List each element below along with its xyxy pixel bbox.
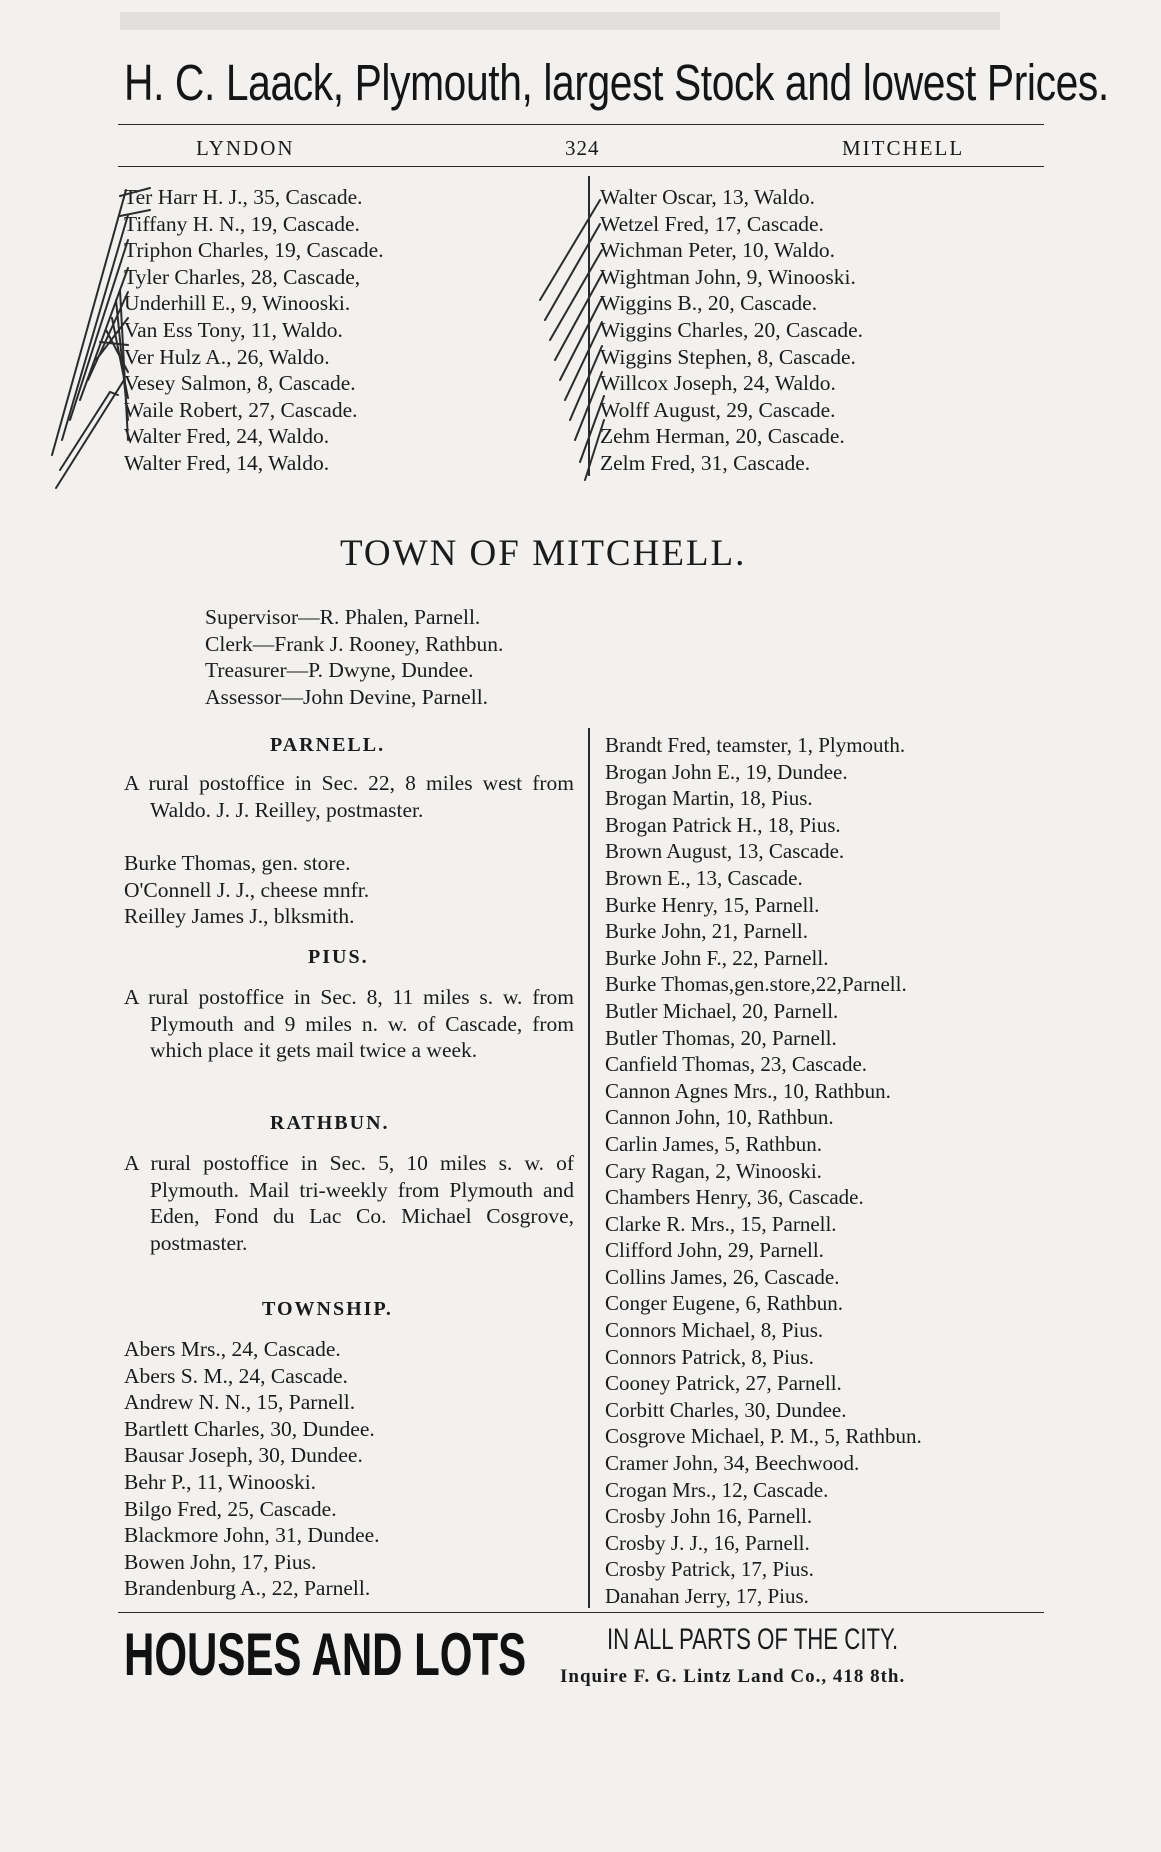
list-item: Bilgo Fred, 25, Cascade. — [124, 1496, 337, 1521]
list-item: Connors Patrick, 8, Pius. — [605, 1344, 814, 1369]
list-item: Connors Michael, 8, Pius. — [605, 1318, 824, 1343]
list-item: Cary Ragan, 2, Winooski. — [605, 1158, 822, 1183]
town-officers — [205, 604, 503, 710]
list-item: Canfield Thomas, 23, Cascade. — [605, 1052, 868, 1077]
list-item: Wetzel Fred, 17, Cascade. — [600, 211, 824, 236]
bottom-rule — [118, 1612, 1044, 1613]
pius-heading: PIUS. — [308, 946, 369, 968]
rathbun-description — [124, 1150, 574, 1256]
list-item: Walter Oscar, 13, Waldo. — [600, 185, 815, 209]
list-item: Cramer John, 34, Beechwood. — [605, 1451, 860, 1476]
list-item: Burke John F., 22, Parnell. — [605, 945, 829, 970]
list-item: Ter Harr H. J., 35, Cascade. — [124, 185, 363, 209]
bottom-advertisement-headline: HOUSES AND LOTS — [124, 1621, 527, 1688]
rathbun-text: A rural postoffice in Sec. 5, 10 miles s. w. of Plymouth. Mail tri-weekly from Plymouth and Eden, Fond du Lac Co. Michael Cosgrove, postmaster. — [124, 1151, 574, 1255]
list-item: Underhill E., 9, Winooski. — [124, 291, 351, 316]
top-column-divider — [588, 176, 590, 476]
list-item: Reilley James J., blksmith. — [124, 904, 355, 929]
list-item: Butler Michael, 20, Parnell. — [605, 998, 839, 1023]
list-item: Burke Thomas,gen.store,22,Parnell. — [605, 972, 907, 997]
lyndon-left-list — [124, 184, 384, 477]
top-advertisement: H. C. Laack, Plymouth, largest Stock and lowest Prices. — [124, 54, 1109, 111]
list-item: Wiggins Charles, 20, Cascade. — [600, 317, 864, 342]
list-item: Walter Fred, 24, Waldo. — [124, 424, 330, 449]
bottom-column-divider — [588, 728, 590, 1608]
list-item: Zelm Fred, 31, Cascade. — [600, 450, 811, 475]
bottom-advertisement-inquiry: Inquire F. G. Lintz Land Co., 418 8th. — [560, 1666, 906, 1687]
list-item: Bausar Joseph, 30, Dundee. — [124, 1443, 363, 1468]
bleed-through-decoration — [120, 6, 1040, 36]
parnell-description — [124, 770, 574, 823]
list-item: Wightman John, 9, Winooski. — [600, 264, 856, 289]
town-title: TOWN OF MITCHELL. — [340, 533, 747, 574]
list-item: Van Ess Tony, 11, Waldo. — [124, 317, 343, 342]
list-item: Waile Robert, 27, Cascade. — [124, 397, 358, 422]
list-item: Andrew N. N., 15, Parnell. — [124, 1390, 356, 1415]
header-right: MITCHELL — [842, 136, 965, 160]
parnell-text: A rural postoffice in Sec. 22, 8 miles west from Waldo. J. J. Reilley, postmaster. — [124, 771, 574, 822]
parnell-entries — [124, 850, 369, 930]
list-item: Wichman Peter, 10, Waldo. — [600, 238, 835, 263]
list-item: Bowen John, 17, Pius. — [124, 1549, 317, 1574]
pius-text: A rural postoffice in Sec. 8, 11 miles s. w. from Plymouth and 9 miles n. w. of Cascade, from which place it gets mail twice a week. — [124, 985, 574, 1063]
list-item: Crosby Patrick, 17, Pius. — [605, 1557, 814, 1582]
mitchell-right-list — [605, 732, 922, 1610]
list-item: Corbitt Charles, 30, Dundee. — [605, 1397, 847, 1422]
list-item: Clifford John, 29, Parnell. — [605, 1238, 824, 1263]
list-item: Abers S. M., 24, Cascade. — [124, 1363, 348, 1388]
list-item: Brogan Patrick H., 18, Pius. — [605, 812, 841, 837]
list-item: Cosgrove Michael, P. M., 5, Rathbun. — [605, 1424, 922, 1449]
officer-supervisor: Supervisor—R. Phalen, Parnell. — [205, 605, 481, 629]
list-item: Bartlett Charles, 30, Dundee. — [124, 1416, 375, 1441]
list-item: Burke Thomas, gen. store. — [124, 851, 351, 875]
list-item: Tyler Charles, 28, Cascade, — [124, 264, 361, 289]
list-item: Willcox Joseph, 24, Waldo. — [600, 371, 836, 396]
header-left: LYNDON — [196, 136, 295, 160]
list-item: Wolff August, 29, Cascade. — [600, 397, 836, 422]
list-item: Brandt Fred, teamster, 1, Plymouth. — [605, 733, 906, 757]
list-item: Clarke R. Mrs., 15, Parnell. — [605, 1211, 837, 1236]
list-item: Brown August, 13, Cascade. — [605, 839, 845, 864]
list-item: Abers Mrs., 24, Cascade. — [124, 1337, 341, 1361]
bleed-through-svg — [120, 6, 1040, 36]
list-item: Crosby J. J., 16, Parnell. — [605, 1530, 810, 1555]
top-rule — [118, 124, 1044, 125]
list-item: Brogan Martin, 18, Pius. — [605, 786, 813, 811]
list-item: Butler Thomas, 20, Parnell. — [605, 1025, 837, 1050]
township-heading: TOWNSHIP. — [262, 1298, 393, 1320]
officer-treasurer: Treasurer—P. Dwyne, Dundee. — [205, 658, 474, 683]
township-entries — [124, 1336, 380, 1602]
list-item: Crosby John 16, Parnell. — [605, 1504, 813, 1529]
list-item: Brogan John E., 19, Dundee. — [605, 759, 848, 784]
list-item: Burke John, 21, Parnell. — [605, 919, 808, 944]
page-number: 324 — [565, 136, 600, 160]
bottom-advertisement-tagline: IN ALL PARTS OF THE CITY. — [607, 1623, 899, 1656]
list-item: Collins James, 26, Cascade. — [605, 1264, 840, 1289]
list-item: Tiffany H. N., 19, Cascade. — [124, 211, 360, 236]
list-item: Wiggins B., 20, Cascade. — [600, 291, 818, 316]
list-item: Wiggins Stephen, 8, Cascade. — [600, 344, 856, 369]
list-item: Brown E., 13, Cascade. — [605, 865, 803, 890]
list-item: Zehm Herman, 20, Cascade. — [600, 424, 845, 449]
officer-clerk: Clerk—Frank J. Rooney, Rathbun. — [205, 631, 504, 656]
rathbun-heading: RATHBUN. — [270, 1112, 390, 1134]
list-item: Blackmore John, 31, Dundee. — [124, 1523, 380, 1548]
list-item: Crogan Mrs., 12, Cascade. — [605, 1477, 829, 1502]
header-rule — [118, 166, 1044, 167]
list-item: Vesey Salmon, 8, Cascade. — [124, 371, 356, 396]
list-item: Brandenburg A., 22, Parnell. — [124, 1576, 371, 1601]
officer-assessor: Assessor—John Devine, Parnell. — [205, 684, 489, 709]
list-item: Cooney Patrick, 27, Parnell. — [605, 1371, 842, 1396]
list-item: Chambers Henry, 36, Cascade. — [605, 1185, 864, 1210]
list-item: Carlin James, 5, Rathbun. — [605, 1131, 822, 1156]
list-item: O'Connell J. J., cheese mnfr. — [124, 877, 370, 902]
list-item: Burke Henry, 15, Parnell. — [605, 892, 820, 917]
list-item: Triphon Charles, 19, Cascade. — [124, 238, 384, 263]
list-item: Conger Eugene, 6, Rathbun. — [605, 1291, 843, 1316]
pius-description — [124, 984, 574, 1064]
list-item: Ver Hulz A., 26, Waldo. — [124, 344, 330, 369]
lyndon-right-list — [600, 184, 863, 477]
parnell-heading: PARNELL. — [270, 734, 386, 756]
list-item: Danahan Jerry, 17, Pius. — [605, 1584, 809, 1608]
list-item: Behr P., 11, Winooski. — [124, 1469, 317, 1494]
list-item: Cannon John, 10, Rathbun. — [605, 1105, 834, 1130]
list-item: Cannon Agnes Mrs., 10, Rathbun. — [605, 1078, 891, 1103]
list-item: Walter Fred, 14, Waldo. — [124, 450, 330, 475]
